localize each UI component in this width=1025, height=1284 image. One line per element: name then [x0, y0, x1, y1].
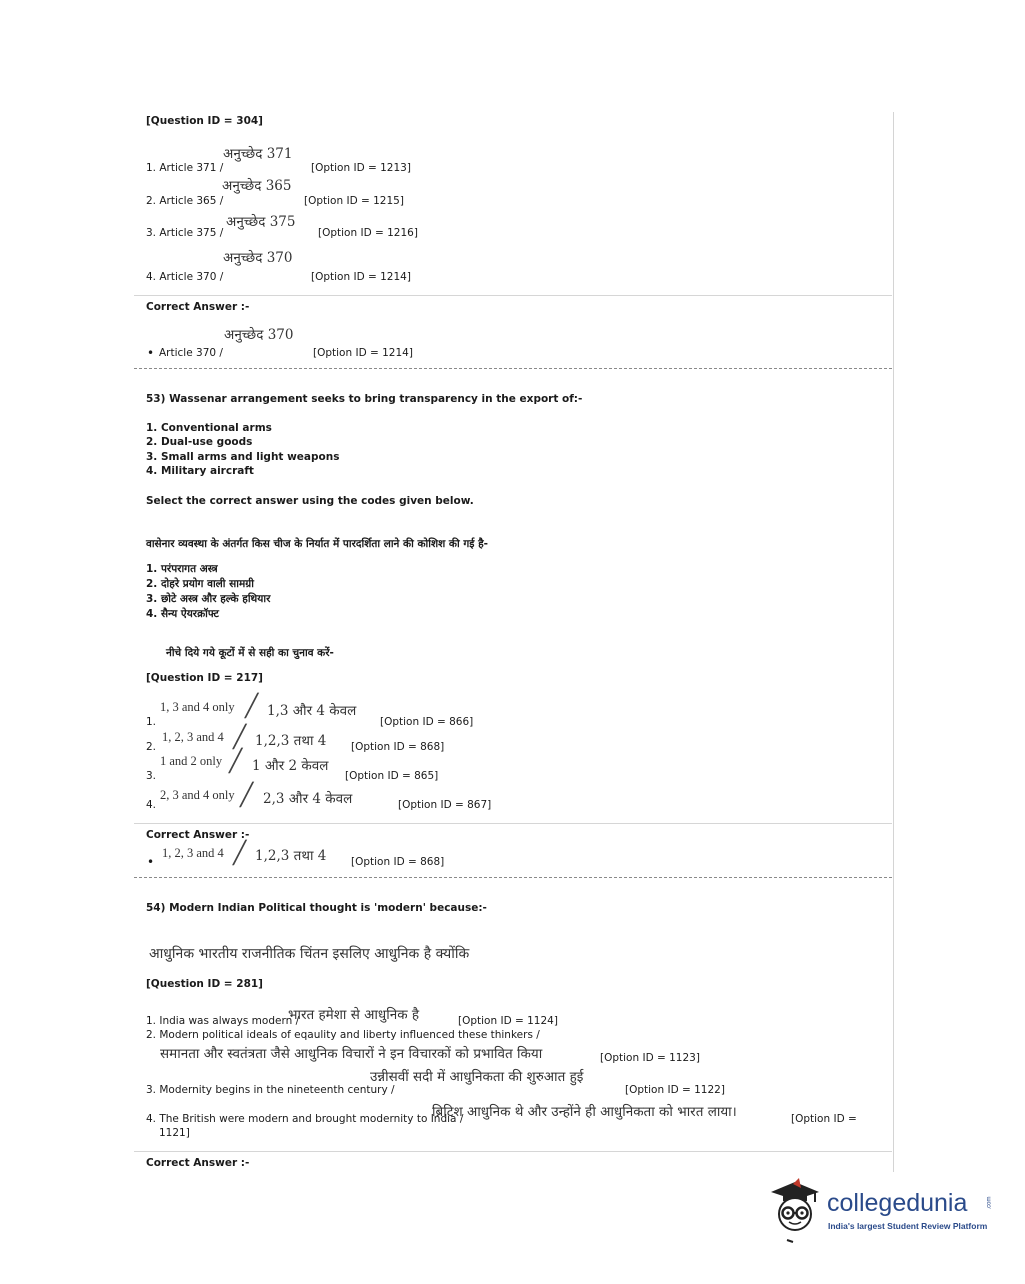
option-hindi: अनुच्छेद 370 — [223, 250, 293, 266]
option-hindi: उन्नीसवीं सदी में आधुनिकता की शुरुआत हुई — [370, 1069, 584, 1085]
bullet: • — [147, 346, 155, 360]
logo-wordmark: collegedunia — [827, 1189, 968, 1217]
option-text: 3. Modernity begins in the nineteenth century / — [146, 1084, 395, 1096]
option-english: 1 and 2 only — [160, 754, 223, 768]
hindi-list-item: 1. परंपरागत अस्त्र — [146, 563, 218, 575]
option-text: Article 370 / — [159, 347, 223, 359]
option-id: [Option ID = 1122] — [625, 1084, 725, 1096]
logo-tagline: India's largest Student Review Platform — [828, 1221, 988, 1231]
option-hindi: अनुच्छेद 375 — [226, 214, 296, 230]
option-hindi: 1,2,3 तथा 4 — [255, 733, 327, 749]
option-id: [Option ID = 1214] — [313, 347, 413, 359]
option-text: 1. India was always modern / — [146, 1015, 300, 1027]
list-item: 2. Dual-use goods — [146, 436, 253, 448]
option-hindi: भारत हमेशा से आधुनिक है — [288, 1007, 420, 1023]
hindi-question: आधुनिक भारतीय राजनीतिक चिंतन इसलिए आधुनिक है क्योंकि — [149, 946, 470, 962]
list-item: 4. Military aircraft — [146, 465, 254, 477]
slash-glyph: ╱ — [240, 782, 254, 807]
option-id: [Option ID = 865] — [345, 770, 439, 782]
instruction-text: Select the correct answer using the codes given below. — [146, 495, 474, 507]
option-text: 4. Article 370 / — [146, 271, 224, 283]
question-text: 54) Modern Indian Political thought is 'modern' because:- — [146, 902, 487, 914]
option-text: 4. The British were modern and brought modernity to India / — [146, 1113, 464, 1125]
option-number: 2. — [146, 741, 157, 753]
hindi-list-item: 2. दोहरे प्रयोग वाली सामग्री — [146, 578, 254, 590]
option-id: [Option ID = 1215] — [304, 195, 404, 207]
divider — [134, 1151, 892, 1152]
option-text: 2. Article 365 / — [146, 195, 224, 207]
question-separator — [134, 368, 892, 369]
option-id: [Option ID = 867] — [398, 799, 492, 811]
option-english: 2, 3 and 4 only — [160, 788, 235, 802]
question-id: [Question ID = 217] — [146, 672, 263, 684]
divider — [134, 823, 892, 824]
option-text: 1. Article 371 / — [146, 162, 224, 174]
option-english: 1, 2, 3 and 4 — [162, 846, 224, 860]
option-hindi: अनुच्छेद 370 — [224, 327, 294, 343]
question-text: 53) Wassenar arrangement seeks to bring transparency in the export of:- — [146, 393, 583, 405]
list-item: 3. Small arms and light weapons — [146, 451, 340, 463]
slash-glyph: ╱ — [229, 748, 243, 773]
option-id: [Option ID = 1213] — [311, 162, 411, 174]
page-frame — [133, 112, 894, 1172]
option-hindi: 1 और 2 केवल — [252, 758, 329, 774]
option-number: 1. — [146, 716, 157, 728]
question-separator — [134, 877, 892, 878]
option-id: [Option ID = 868] — [351, 741, 445, 753]
option-id: [Option ID = 1214] — [311, 271, 411, 283]
question-id: [Question ID = 304] — [146, 115, 263, 127]
option-number: 3. — [146, 770, 157, 782]
correct-answer-label: Correct Answer :- — [146, 301, 250, 313]
list-item: 1. Conventional arms — [146, 422, 272, 434]
option-id: [Option ID = 868] — [351, 856, 445, 868]
hindi-list-item: 3. छोटे अस्त्र और हल्के हथियार — [146, 593, 271, 605]
logo-suffix: .com — [986, 1196, 993, 1210]
divider — [134, 295, 892, 296]
option-id: [Option ID = 1124] — [458, 1015, 558, 1027]
option-hindi: अनुच्छेद 365 — [222, 178, 292, 194]
mascot-icon — [765, 1178, 825, 1244]
option-id-continued: 1121] — [159, 1127, 190, 1139]
collegedunia-logo[interactable] — [765, 1178, 995, 1248]
bullet: • — [147, 855, 155, 869]
slash-glyph: ╱ — [245, 693, 259, 718]
option-text: 2. Modern political ideals of eqaulity and liberty influenced these thinkers / — [146, 1029, 540, 1041]
option-english: 1, 3 and 4 only — [160, 700, 235, 714]
hindi-question: वासेनार व्यवस्था के अंतर्गत किस चीज के निर्यात में पारदर्शिता लाने की कोशिश की गई है- — [146, 538, 488, 550]
slash-glyph: ╱ — [233, 724, 247, 749]
correct-answer-label: Correct Answer :- — [146, 1157, 250, 1169]
question-id: [Question ID = 281] — [146, 978, 263, 990]
option-text: 3. Article 375 / — [146, 227, 224, 239]
hindi-instruction: नीचे दिये गये कूटों में से सही का चुनाव करें- — [166, 647, 334, 659]
option-hindi: समानता और स्वतंत्रता जैसे आधुनिक विचारों ने इन विचारकों को प्रभावित किया — [160, 1046, 543, 1062]
option-hindi: ब्रिटिश आधुनिक थे और उन्होंने ही आधुनिकता को भारत लाया। — [432, 1104, 737, 1120]
option-hindi: 1,2,3 तथा 4 — [255, 848, 327, 864]
option-id: [Option ID = 1123] — [600, 1052, 700, 1064]
option-id: [Option ID = — [791, 1113, 857, 1125]
correct-answer-label: Correct Answer :- — [146, 829, 250, 841]
option-number: 4. — [146, 799, 157, 811]
option-id: [Option ID = 866] — [380, 716, 474, 728]
option-hindi: अनुच्छेद 371 — [223, 146, 293, 162]
option-hindi: 2,3 और 4 केवल — [263, 791, 353, 807]
option-hindi: 1,3 और 4 केवल — [267, 703, 357, 719]
hindi-list-item: 4. सैन्य ऐयरक्रॉफ्ट — [146, 608, 219, 620]
option-id: [Option ID = 1216] — [318, 227, 418, 239]
option-english: 1, 2, 3 and 4 — [162, 730, 224, 744]
slash-glyph: ╱ — [233, 840, 247, 865]
